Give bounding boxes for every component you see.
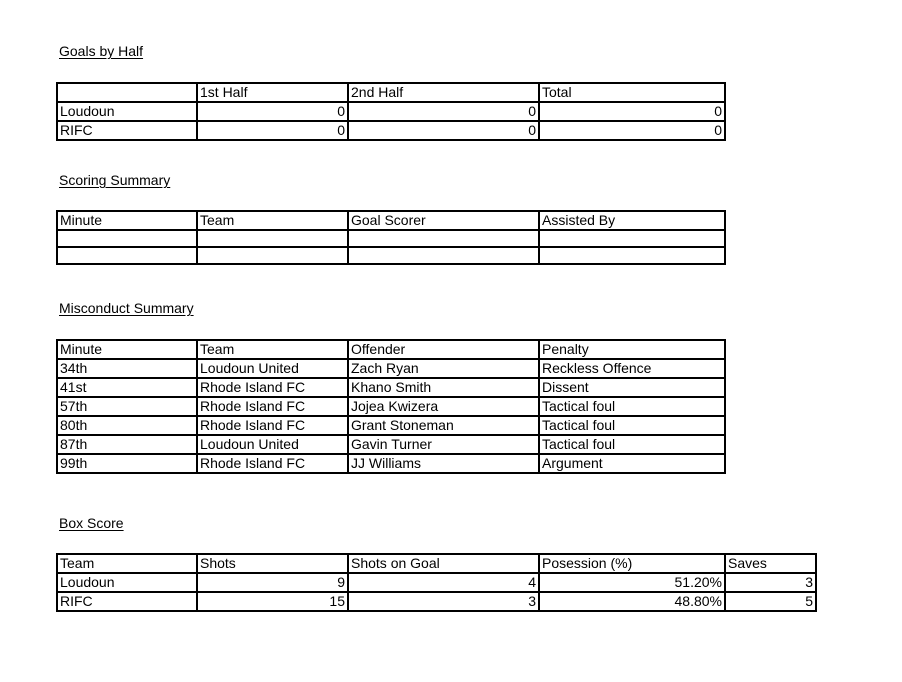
minute-cell — [57, 247, 197, 264]
team-cell: Loudoun — [57, 102, 197, 121]
minute-cell: 57th — [57, 397, 197, 416]
header-cell: 2nd Half — [348, 83, 539, 102]
first-half-cell: 0 — [197, 121, 348, 140]
team-cell: Rhode Island FC — [197, 454, 348, 473]
goals-by-half-title: Goals by Half — [59, 43, 144, 59]
header-cell: Total — [539, 83, 725, 102]
header-cell: Offender — [348, 340, 539, 359]
header-cell — [57, 83, 197, 102]
second-half-cell: 0 — [348, 121, 539, 140]
team-cell: Rhode Island FC — [197, 416, 348, 435]
team-cell: Rhode Island FC — [197, 378, 348, 397]
table-row — [57, 102, 725, 121]
first-half-cell: 0 — [197, 102, 348, 121]
box-score-table — [56, 553, 817, 612]
shots-cell: 9 — [197, 573, 348, 592]
penalty-cell: Tactical foul — [539, 416, 725, 435]
misconduct-summary-table — [56, 339, 726, 474]
offender-cell: JJ Williams — [348, 454, 539, 473]
header-cell: Posession (%) — [539, 554, 725, 573]
header-cell: Penalty — [539, 340, 725, 359]
table-row — [57, 397, 725, 416]
total-cell: 0 — [539, 102, 725, 121]
assisted-by-cell — [539, 230, 725, 247]
table-row — [57, 435, 725, 454]
team-cell: RIFC — [57, 592, 197, 611]
minute-cell: 87th — [57, 435, 197, 454]
penalty-cell: Tactical foul — [539, 397, 725, 416]
table-header-row — [57, 211, 725, 230]
table-row — [57, 359, 725, 378]
assisted-by-cell — [539, 247, 725, 264]
offender-cell: Gavin Turner — [348, 435, 539, 454]
header-cell: 1st Half — [197, 83, 348, 102]
scoring-summary-title: Scoring Summary — [59, 172, 171, 188]
possession-cell: 51.20% — [539, 573, 725, 592]
penalty-cell: Reckless Offence — [539, 359, 725, 378]
table-header-row — [57, 340, 725, 359]
minute-cell: 99th — [57, 454, 197, 473]
team-cell: Loudoun — [57, 573, 197, 592]
misconduct-summary-title: Misconduct Summary — [59, 300, 194, 316]
second-half-cell: 0 — [348, 102, 539, 121]
table-row — [57, 592, 816, 611]
table-row — [57, 573, 816, 592]
scoring-summary-table — [56, 210, 726, 265]
offender-cell: Grant Stoneman — [348, 416, 539, 435]
header-cell: Shots on Goal — [348, 554, 539, 573]
header-cell: Team — [197, 340, 348, 359]
shots-on-goal-cell: 3 — [348, 592, 539, 611]
header-cell: Team — [57, 554, 197, 573]
table-row — [57, 230, 725, 247]
minute-cell: 34th — [57, 359, 197, 378]
minute-cell: 80th — [57, 416, 197, 435]
header-cell: Minute — [57, 340, 197, 359]
team-cell: Loudoun United — [197, 359, 348, 378]
table-header-row — [57, 554, 816, 573]
saves-cell: 3 — [725, 573, 816, 592]
shots-on-goal-cell: 4 — [348, 573, 539, 592]
offender-cell: Khano Smith — [348, 378, 539, 397]
penalty-cell: Argument — [539, 454, 725, 473]
team-cell — [197, 247, 348, 264]
offender-cell: Jojea Kwizera — [348, 397, 539, 416]
minute-cell — [57, 230, 197, 247]
header-cell: Shots — [197, 554, 348, 573]
header-cell: Saves — [725, 554, 816, 573]
penalty-cell: Dissent — [539, 378, 725, 397]
penalty-cell: Tactical foul — [539, 435, 725, 454]
goal-scorer-cell — [348, 230, 539, 247]
minute-cell: 41st — [57, 378, 197, 397]
team-cell — [197, 230, 348, 247]
header-cell: Goal Scorer — [348, 211, 539, 230]
table-row — [57, 416, 725, 435]
header-cell: Minute — [57, 211, 197, 230]
table-row — [57, 378, 725, 397]
team-cell: RIFC — [57, 121, 197, 140]
table-row — [57, 454, 725, 473]
possession-cell: 48.80% — [539, 592, 725, 611]
offender-cell: Zach Ryan — [348, 359, 539, 378]
total-cell: 0 — [539, 121, 725, 140]
team-cell: Rhode Island FC — [197, 397, 348, 416]
header-cell: Assisted By — [539, 211, 725, 230]
box-score-title: Box Score — [59, 515, 124, 531]
table-row — [57, 247, 725, 264]
saves-cell: 5 — [725, 592, 816, 611]
shots-cell: 15 — [197, 592, 348, 611]
goals-by-half-table — [56, 82, 726, 141]
goal-scorer-cell — [348, 247, 539, 264]
table-header-row — [57, 83, 725, 102]
team-cell: Loudoun United — [197, 435, 348, 454]
table-row — [57, 121, 725, 140]
header-cell: Team — [197, 211, 348, 230]
